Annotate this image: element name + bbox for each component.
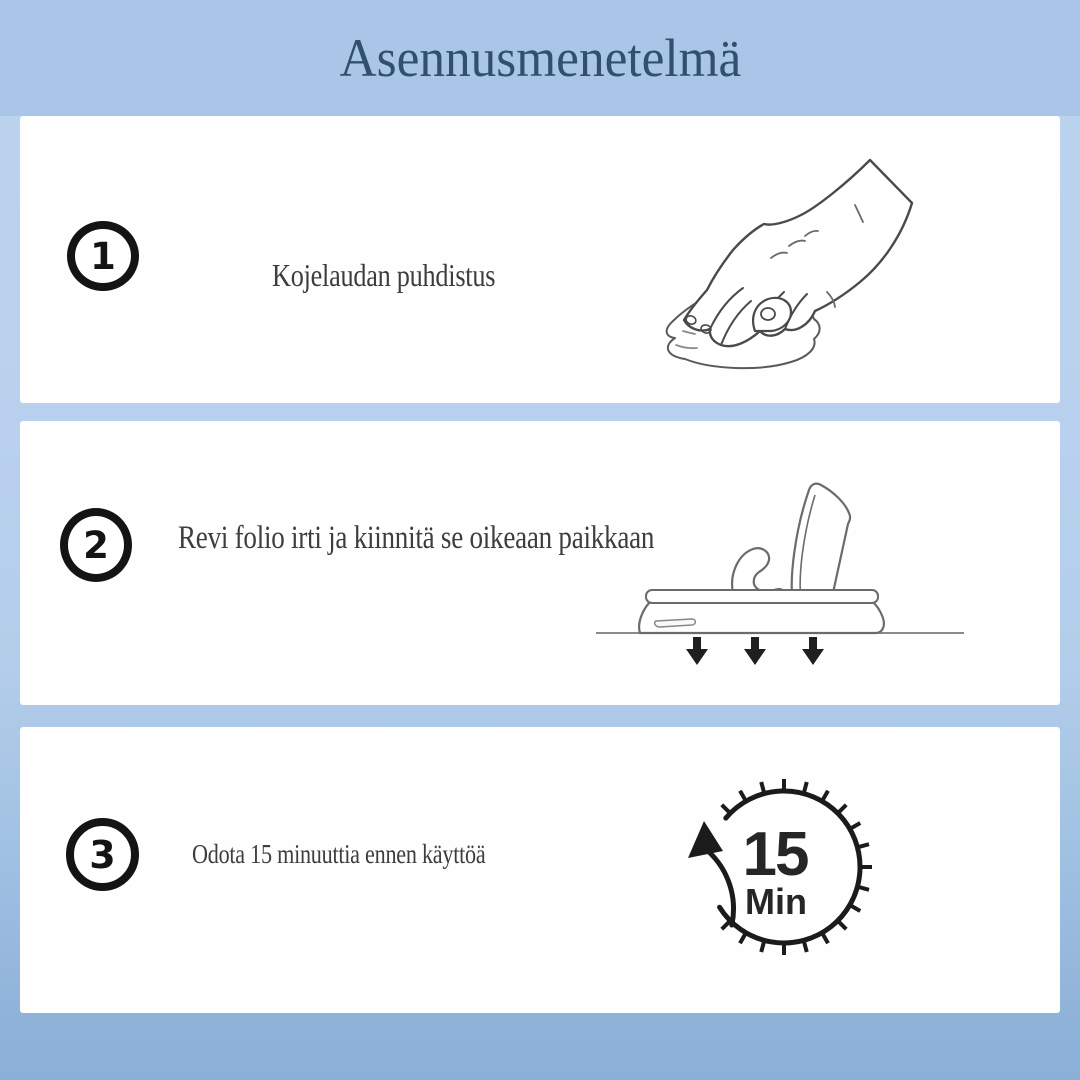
step-2-number: 2 xyxy=(83,523,109,567)
step-1-panel xyxy=(20,116,1060,403)
step-2-number-badge xyxy=(60,508,132,582)
counterclockwise-arrow xyxy=(708,851,734,925)
step-3-panel xyxy=(20,727,1060,1013)
step-3-label: Odota 15 minuuttia ennen käyttöä xyxy=(192,839,486,869)
step-3-number: 3 xyxy=(89,832,116,877)
mount-press-down-icon xyxy=(590,462,970,672)
press-down-arrows xyxy=(686,637,824,665)
timer-value: 15 xyxy=(742,820,808,889)
page-title: Asennusmenetelmä xyxy=(339,28,741,88)
step-2-label: Revi folio irti ja kiinnitä se oikeaan paikkaan xyxy=(178,520,655,556)
step-1-label: Kojelaudan puhdistus xyxy=(272,257,496,293)
step-3-number-badge xyxy=(66,818,139,891)
timer-15-min-icon xyxy=(680,765,880,977)
timer-unit: Min xyxy=(745,881,807,922)
hand-wiping-cloth-icon xyxy=(618,138,940,390)
step-1-number-badge xyxy=(67,221,139,291)
step-2-panel xyxy=(20,421,1060,705)
header-banner xyxy=(0,0,1080,116)
step-1-number: 1 xyxy=(90,234,116,278)
arrow-head xyxy=(688,821,723,858)
